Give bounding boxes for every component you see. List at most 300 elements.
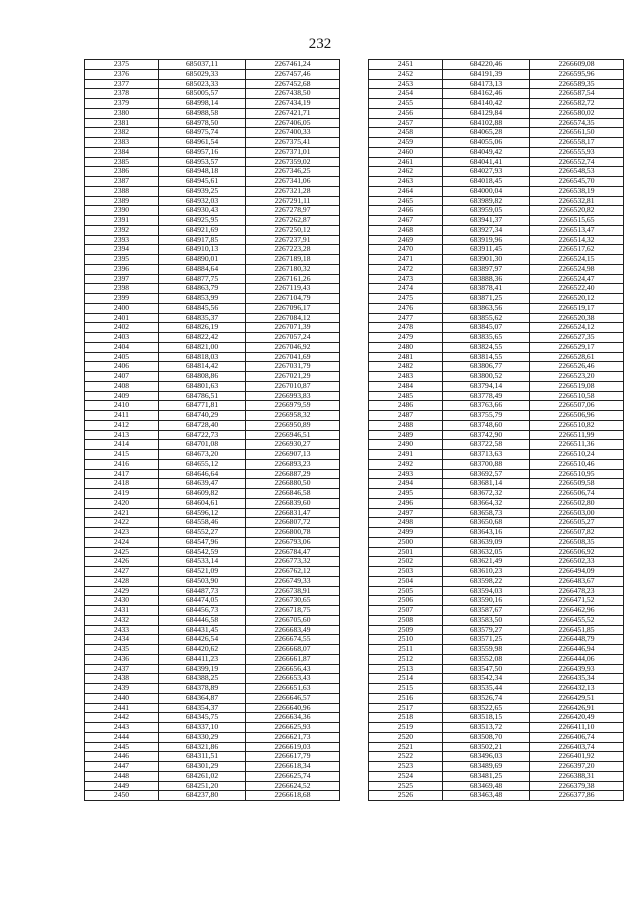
table-row [369, 157, 624, 167]
y-coordinate-cell: 2266582,72 [530, 99, 624, 109]
point-number-cell: 2414 [85, 440, 159, 450]
point-number-cell: 2432 [85, 615, 159, 625]
point-number-cell: 2396 [85, 264, 159, 274]
y-coordinate-cell: 2266508,35 [530, 537, 624, 547]
x-coordinate-cell: 683824,55 [443, 342, 530, 352]
y-coordinate-cell: 2267434,19 [246, 99, 340, 109]
y-coordinate-cell: 2266580,02 [530, 108, 624, 118]
table-row [369, 118, 624, 128]
y-coordinate-cell: 2267104,79 [246, 294, 340, 304]
point-number-cell: 2511 [369, 645, 443, 655]
point-number-cell: 2465 [369, 196, 443, 206]
point-number-cell: 2476 [369, 303, 443, 313]
table-row [369, 411, 624, 421]
table-row [85, 420, 340, 430]
x-coordinate-cell: 684364,87 [159, 693, 246, 703]
point-number-cell: 2509 [369, 625, 443, 635]
x-coordinate-cell: 684673,20 [159, 450, 246, 460]
y-coordinate-cell: 2266661,87 [246, 654, 340, 664]
y-coordinate-cell: 2266625,74 [246, 771, 340, 781]
x-coordinate-cell: 684853,99 [159, 294, 246, 304]
x-coordinate-cell: 684301,29 [159, 762, 246, 772]
x-coordinate-cell: 684957,16 [159, 147, 246, 157]
point-number-cell: 2393 [85, 235, 159, 245]
point-number-cell: 2497 [369, 508, 443, 518]
point-number-cell: 2526 [369, 791, 443, 801]
y-coordinate-cell: 2266523,20 [530, 372, 624, 382]
y-coordinate-cell: 2266524,12 [530, 323, 624, 333]
point-number-cell: 2415 [85, 450, 159, 460]
x-coordinate-cell: 683941,37 [443, 216, 530, 226]
x-coordinate-cell: 683496,03 [443, 752, 530, 762]
table-row [85, 508, 340, 518]
table-row [85, 547, 340, 557]
point-number-cell: 2386 [85, 167, 159, 177]
y-coordinate-cell: 2266548,53 [530, 167, 624, 177]
y-coordinate-cell: 2266800,78 [246, 528, 340, 538]
table-row [85, 635, 340, 645]
table-row [85, 606, 340, 616]
point-number-cell: 2468 [369, 225, 443, 235]
x-coordinate-cell: 685029,33 [159, 69, 246, 79]
y-coordinate-cell: 2266793,06 [246, 537, 340, 547]
y-coordinate-cell: 2267084,12 [246, 313, 340, 323]
point-number-cell: 2514 [369, 674, 443, 684]
y-coordinate-cell: 2266379,38 [530, 781, 624, 791]
table-row [369, 586, 624, 596]
x-coordinate-cell: 684655,12 [159, 459, 246, 469]
x-coordinate-cell: 685005,57 [159, 89, 246, 99]
point-number-cell: 2451 [369, 60, 443, 70]
y-coordinate-cell: 2266668,07 [246, 645, 340, 655]
point-number-cell: 2442 [85, 713, 159, 723]
x-coordinate-cell: 684728,40 [159, 420, 246, 430]
y-coordinate-cell: 2266515,65 [530, 216, 624, 226]
x-coordinate-cell: 684818,03 [159, 352, 246, 362]
x-coordinate-cell: 684503,90 [159, 576, 246, 586]
y-coordinate-cell: 2266502,33 [530, 557, 624, 567]
table-row [369, 576, 624, 586]
point-number-cell: 2488 [369, 420, 443, 430]
y-coordinate-cell: 2267237,91 [246, 235, 340, 245]
x-coordinate-cell: 684041,41 [443, 157, 530, 167]
y-coordinate-cell: 2267041,69 [246, 352, 340, 362]
table-row [85, 459, 340, 469]
point-number-cell: 2426 [85, 557, 159, 567]
point-number-cell: 2454 [369, 89, 443, 99]
table-row [369, 450, 624, 460]
x-coordinate-cell: 684646,64 [159, 469, 246, 479]
x-coordinate-cell: 684426,54 [159, 635, 246, 645]
table-row [85, 372, 340, 382]
x-coordinate-cell: 684237,80 [159, 791, 246, 801]
point-number-cell: 2399 [85, 294, 159, 304]
y-coordinate-cell: 2266574,35 [530, 118, 624, 128]
x-coordinate-cell: 683871,25 [443, 294, 530, 304]
x-coordinate-cell: 683489,69 [443, 762, 530, 772]
y-coordinate-cell: 2266505,27 [530, 518, 624, 528]
x-coordinate-cell: 684337,10 [159, 723, 246, 733]
y-coordinate-cell: 2266524,98 [530, 264, 624, 274]
y-coordinate-cell: 2266494,09 [530, 567, 624, 577]
y-coordinate-cell: 2266514,32 [530, 235, 624, 245]
table-row [369, 791, 624, 801]
x-coordinate-cell: 683748,60 [443, 420, 530, 430]
x-coordinate-cell: 683513,72 [443, 723, 530, 733]
page-number: 232 [308, 36, 332, 52]
table-row [369, 596, 624, 606]
table-row [369, 635, 624, 645]
y-coordinate-cell: 2266478,23 [530, 586, 624, 596]
table-row [85, 216, 340, 226]
y-coordinate-cell: 2266595,96 [530, 69, 624, 79]
table-row [85, 654, 340, 664]
table-row [85, 596, 340, 606]
table-row [369, 138, 624, 148]
y-coordinate-cell: 2266524,47 [530, 274, 624, 284]
x-coordinate-cell: 683643,16 [443, 528, 530, 538]
point-number-cell: 2424 [85, 537, 159, 547]
table-row [85, 177, 340, 187]
table-row [85, 264, 340, 274]
x-coordinate-cell: 683508,70 [443, 732, 530, 742]
y-coordinate-cell: 2266646,57 [246, 693, 340, 703]
x-coordinate-cell: 684049,42 [443, 147, 530, 157]
table-row [369, 430, 624, 440]
y-coordinate-cell: 2267406,05 [246, 118, 340, 128]
point-number-cell: 2430 [85, 596, 159, 606]
x-coordinate-cell: 683590,16 [443, 596, 530, 606]
x-coordinate-cell: 683927,34 [443, 225, 530, 235]
point-number-cell: 2391 [85, 216, 159, 226]
table-row [369, 615, 624, 625]
point-number-cell: 2491 [369, 450, 443, 460]
table-row [369, 255, 624, 265]
x-coordinate-cell: 684786,51 [159, 391, 246, 401]
table-row [85, 771, 340, 781]
table-row [369, 625, 624, 635]
x-coordinate-cell: 684939,25 [159, 186, 246, 196]
point-number-cell: 2389 [85, 196, 159, 206]
x-coordinate-cell: 683583,50 [443, 615, 530, 625]
x-coordinate-cell: 684102,88 [443, 118, 530, 128]
table-row [369, 381, 624, 391]
table-row [85, 528, 340, 538]
y-coordinate-cell: 2266625,93 [246, 723, 340, 733]
table-row [85, 323, 340, 333]
point-number-cell: 2382 [85, 128, 159, 138]
table-row [369, 664, 624, 674]
table-row [85, 703, 340, 713]
table-row [369, 508, 624, 518]
point-number-cell: 2421 [85, 508, 159, 518]
x-coordinate-cell: 683855,62 [443, 313, 530, 323]
table-row [369, 762, 624, 772]
table-row [85, 99, 340, 109]
point-number-cell: 2485 [369, 391, 443, 401]
x-coordinate-cell: 684877,75 [159, 274, 246, 284]
x-coordinate-cell: 683989,82 [443, 196, 530, 206]
y-coordinate-cell: 2266432,13 [530, 684, 624, 694]
point-number-cell: 2503 [369, 567, 443, 577]
table-row [85, 245, 340, 255]
table-row [369, 498, 624, 508]
table-row [369, 323, 624, 333]
y-coordinate-cell: 2266545,70 [530, 177, 624, 187]
point-number-cell: 2486 [369, 401, 443, 411]
point-number-cell: 2383 [85, 138, 159, 148]
y-coordinate-cell: 2266532,81 [530, 196, 624, 206]
y-coordinate-cell: 2266621,73 [246, 732, 340, 742]
x-coordinate-cell: 683559,98 [443, 645, 530, 655]
point-number-cell: 2408 [85, 381, 159, 391]
x-coordinate-cell: 684945,61 [159, 177, 246, 187]
y-coordinate-cell: 2266558,17 [530, 138, 624, 148]
y-coordinate-cell: 2266893,23 [246, 459, 340, 469]
y-coordinate-cell: 2266510,95 [530, 469, 624, 479]
y-coordinate-cell: 2267180,32 [246, 264, 340, 274]
x-coordinate-cell: 683763,66 [443, 401, 530, 411]
x-coordinate-cell: 684863,79 [159, 284, 246, 294]
table-row [369, 567, 624, 577]
x-coordinate-cell: 683722,58 [443, 440, 530, 450]
x-coordinate-cell: 684930,43 [159, 206, 246, 216]
point-number-cell: 2446 [85, 752, 159, 762]
x-coordinate-cell: 684345,75 [159, 713, 246, 723]
point-number-cell: 2428 [85, 576, 159, 586]
table-row [85, 303, 340, 313]
point-number-cell: 2456 [369, 108, 443, 118]
x-coordinate-cell: 684431,45 [159, 625, 246, 635]
x-coordinate-cell: 683911,45 [443, 245, 530, 255]
x-coordinate-cell: 683552,08 [443, 654, 530, 664]
point-number-cell: 2453 [369, 79, 443, 89]
y-coordinate-cell: 2267400,33 [246, 128, 340, 138]
x-coordinate-cell: 684998,14 [159, 99, 246, 109]
x-coordinate-cell: 683542,34 [443, 674, 530, 684]
x-coordinate-cell: 684921,69 [159, 225, 246, 235]
y-coordinate-cell: 2266880,50 [246, 479, 340, 489]
table-row [369, 372, 624, 382]
point-number-cell: 2495 [369, 489, 443, 499]
x-coordinate-cell: 684388,25 [159, 674, 246, 684]
point-number-cell: 2506 [369, 596, 443, 606]
y-coordinate-cell: 2266519,08 [530, 381, 624, 391]
point-number-cell: 2459 [369, 138, 443, 148]
y-coordinate-cell: 2266522,40 [530, 284, 624, 294]
point-number-cell: 2379 [85, 99, 159, 109]
table-row [85, 537, 340, 547]
table-row [85, 567, 340, 577]
point-number-cell: 2444 [85, 732, 159, 742]
y-coordinate-cell: 2266420,49 [530, 713, 624, 723]
y-coordinate-cell: 2266609,08 [530, 60, 624, 70]
y-coordinate-cell: 2266517,62 [530, 245, 624, 255]
table-row [85, 625, 340, 635]
table-row [85, 732, 340, 742]
x-coordinate-cell: 684055,06 [443, 138, 530, 148]
table-row [85, 284, 340, 294]
table-row [369, 440, 624, 450]
point-number-cell: 2512 [369, 654, 443, 664]
table-row [369, 196, 624, 206]
point-number-cell: 2480 [369, 342, 443, 352]
x-coordinate-cell: 684542,59 [159, 547, 246, 557]
y-coordinate-cell: 2266510,58 [530, 391, 624, 401]
point-number-cell: 2460 [369, 147, 443, 157]
table-row [85, 362, 340, 372]
y-coordinate-cell: 2266426,91 [530, 703, 624, 713]
point-number-cell: 2401 [85, 313, 159, 323]
point-number-cell: 2466 [369, 206, 443, 216]
point-number-cell: 2489 [369, 430, 443, 440]
point-number-cell: 2435 [85, 645, 159, 655]
x-coordinate-cell: 684890,01 [159, 255, 246, 265]
x-coordinate-cell: 683672,32 [443, 489, 530, 499]
y-coordinate-cell: 2266510,82 [530, 420, 624, 430]
y-coordinate-cell: 2267189,18 [246, 255, 340, 265]
point-number-cell: 2375 [85, 60, 159, 70]
table-row [85, 108, 340, 118]
table-row [369, 245, 624, 255]
y-coordinate-cell: 2267096,17 [246, 303, 340, 313]
x-coordinate-cell: 684722,73 [159, 430, 246, 440]
x-coordinate-cell: 684835,37 [159, 313, 246, 323]
y-coordinate-cell: 2266993,83 [246, 391, 340, 401]
y-coordinate-cell: 2266429,51 [530, 693, 624, 703]
point-number-cell: 2412 [85, 420, 159, 430]
x-coordinate-cell: 684456,73 [159, 606, 246, 616]
x-coordinate-cell: 683700,88 [443, 459, 530, 469]
table-row [85, 586, 340, 596]
y-coordinate-cell: 2266520,12 [530, 294, 624, 304]
point-number-cell: 2510 [369, 635, 443, 645]
table-row [85, 196, 340, 206]
point-number-cell: 2445 [85, 742, 159, 752]
y-coordinate-cell: 2266807,72 [246, 518, 340, 528]
x-coordinate-cell: 683845,07 [443, 323, 530, 333]
table-row [369, 771, 624, 781]
y-coordinate-cell: 2266979,59 [246, 401, 340, 411]
y-coordinate-cell: 2267021,29 [246, 372, 340, 382]
y-coordinate-cell: 2266510,24 [530, 450, 624, 460]
table-row [85, 713, 340, 723]
point-number-cell: 2515 [369, 684, 443, 694]
table-row [369, 732, 624, 742]
y-coordinate-cell: 2267371,01 [246, 147, 340, 157]
point-number-cell: 2475 [369, 294, 443, 304]
point-number-cell: 2385 [85, 157, 159, 167]
point-number-cell: 2494 [369, 479, 443, 489]
point-number-cell: 2388 [85, 186, 159, 196]
table-row [369, 557, 624, 567]
point-number-cell: 2436 [85, 654, 159, 664]
point-number-cell: 2490 [369, 440, 443, 450]
x-coordinate-cell: 684354,37 [159, 703, 246, 713]
point-number-cell: 2507 [369, 606, 443, 616]
y-coordinate-cell: 2266401,92 [530, 752, 624, 762]
y-coordinate-cell: 2266377,86 [530, 791, 624, 801]
x-coordinate-cell: 683621,49 [443, 557, 530, 567]
x-coordinate-cell: 684808,86 [159, 372, 246, 382]
point-number-cell: 2439 [85, 684, 159, 694]
x-coordinate-cell: 683863,56 [443, 303, 530, 313]
point-number-cell: 2472 [369, 264, 443, 274]
x-coordinate-cell: 684547,96 [159, 537, 246, 547]
x-coordinate-cell: 683535,44 [443, 684, 530, 694]
point-number-cell: 2403 [85, 333, 159, 343]
point-number-cell: 2407 [85, 372, 159, 382]
y-coordinate-cell: 2266506,92 [530, 547, 624, 557]
y-coordinate-cell: 2266507,82 [530, 528, 624, 538]
x-coordinate-cell: 684552,27 [159, 528, 246, 538]
x-coordinate-cell: 684961,54 [159, 138, 246, 148]
x-coordinate-cell: 684399,19 [159, 664, 246, 674]
y-coordinate-cell: 2267071,39 [246, 323, 340, 333]
point-number-cell: 2384 [85, 147, 159, 157]
x-coordinate-cell: 683878,41 [443, 284, 530, 294]
y-coordinate-cell: 2267359,02 [246, 157, 340, 167]
y-coordinate-cell: 2266831,47 [246, 508, 340, 518]
y-coordinate-cell: 2266718,75 [246, 606, 340, 616]
table-row [369, 108, 624, 118]
table-row [85, 615, 340, 625]
point-number-cell: 2390 [85, 206, 159, 216]
table-row [85, 186, 340, 196]
x-coordinate-cell: 684917,85 [159, 235, 246, 245]
y-coordinate-cell: 2266448,79 [530, 635, 624, 645]
point-number-cell: 2441 [85, 703, 159, 713]
table-row [369, 147, 624, 157]
x-coordinate-cell: 684521,09 [159, 567, 246, 577]
y-coordinate-cell: 2266511,36 [530, 440, 624, 450]
table-row [85, 313, 340, 323]
x-coordinate-cell: 684411,23 [159, 654, 246, 664]
y-coordinate-cell: 2267421,71 [246, 108, 340, 118]
point-number-cell: 2469 [369, 235, 443, 245]
x-coordinate-cell: 684845,56 [159, 303, 246, 313]
table-row [85, 79, 340, 89]
point-number-cell: 2467 [369, 216, 443, 226]
x-coordinate-cell: 683587,67 [443, 606, 530, 616]
y-coordinate-cell: 2266555,93 [530, 147, 624, 157]
point-number-cell: 2431 [85, 606, 159, 616]
point-number-cell: 2520 [369, 732, 443, 742]
y-coordinate-cell: 2266958,32 [246, 411, 340, 421]
table-row [85, 557, 340, 567]
point-number-cell: 2462 [369, 167, 443, 177]
table-row [85, 518, 340, 528]
table-row [85, 381, 340, 391]
table-row [85, 294, 340, 304]
point-number-cell: 2416 [85, 459, 159, 469]
table-row [85, 333, 340, 343]
x-coordinate-cell: 683814,55 [443, 352, 530, 362]
coordinates-table-left [84, 59, 340, 801]
y-coordinate-cell: 2266930,27 [246, 440, 340, 450]
x-coordinate-cell: 684027,93 [443, 167, 530, 177]
point-number-cell: 2448 [85, 771, 159, 781]
y-coordinate-cell: 2267010,87 [246, 381, 340, 391]
x-coordinate-cell: 683888,36 [443, 274, 530, 284]
x-coordinate-cell: 683692,57 [443, 469, 530, 479]
point-number-cell: 2450 [85, 791, 159, 801]
x-coordinate-cell: 683481,25 [443, 771, 530, 781]
x-coordinate-cell: 684129,84 [443, 108, 530, 118]
x-coordinate-cell: 683579,27 [443, 625, 530, 635]
x-coordinate-cell: 683835,65 [443, 333, 530, 343]
point-number-cell: 2400 [85, 303, 159, 313]
